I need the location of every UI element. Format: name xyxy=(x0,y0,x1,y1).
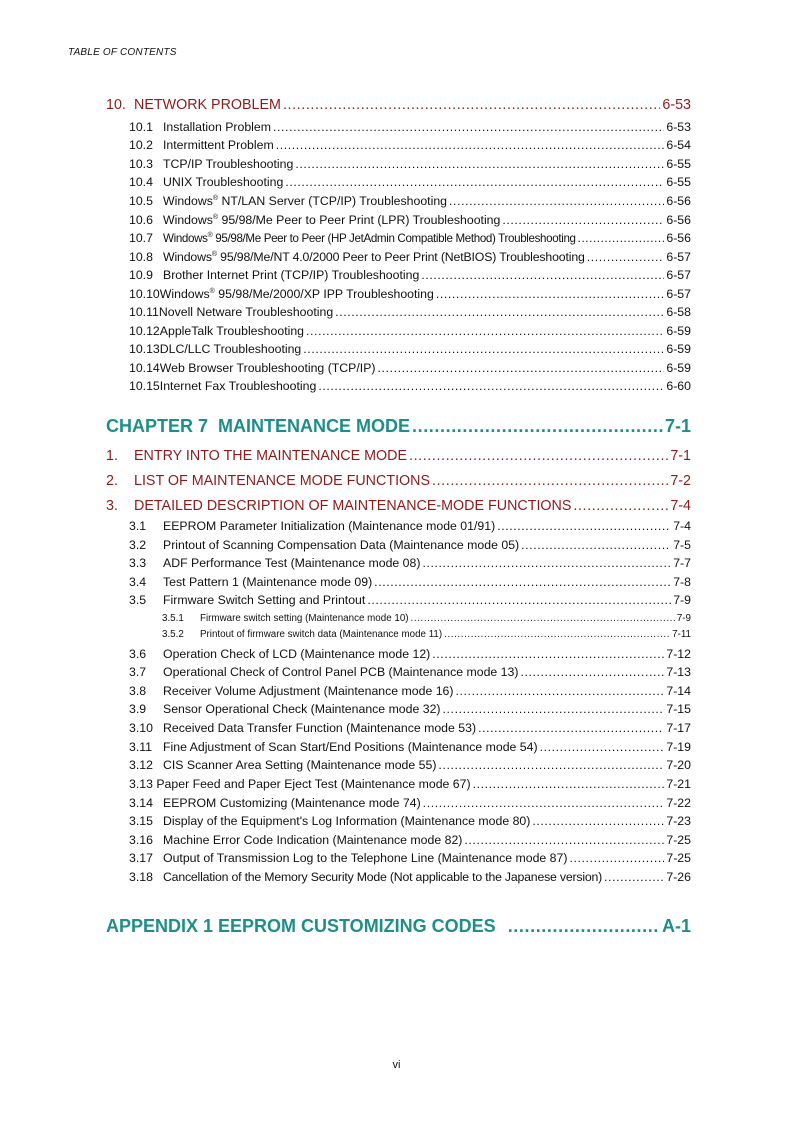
toc-entry-number: 3.16 xyxy=(129,833,153,847)
toc-entry-number: 10.9 xyxy=(129,268,153,282)
toc-entry-3-1[interactable] xyxy=(129,519,691,533)
dot-leader xyxy=(443,702,665,716)
dot-leader xyxy=(367,593,671,607)
toc-entry-number: 3.3 xyxy=(129,556,147,570)
dot-leader xyxy=(444,629,670,640)
dot-leader xyxy=(456,684,665,698)
toc-entry-page: 6-58 xyxy=(666,305,691,319)
dot-leader xyxy=(569,851,664,865)
toc-entry-number: 3.18 xyxy=(129,870,153,884)
dot-leader xyxy=(578,232,665,245)
title-part: Windows xyxy=(163,232,208,245)
title-part: 95/98/Me Peer to Peer Print (LPR) Troubleshooting xyxy=(218,213,501,227)
toc-entry-3-6[interactable] xyxy=(129,647,691,661)
toc-entry-title: UNIX Troubleshooting xyxy=(163,175,284,189)
dot-leader xyxy=(303,342,664,356)
toc-entry-number: 3.15 xyxy=(129,814,153,828)
toc-entry-10-1[interactable] xyxy=(129,120,691,134)
title-part: 95/98/Me Peer to Peer (HP JetAdmin Compatible Method) Troubleshooting xyxy=(212,232,576,245)
toc-entry-number: 3.10 xyxy=(129,721,153,735)
page-number: vi xyxy=(392,1059,401,1071)
toc-entry-title: Received Data Transfer Function (Maintenance mode 53) xyxy=(163,721,477,735)
dot-leader xyxy=(497,519,671,533)
dot-leader xyxy=(335,305,664,319)
toc-entry-page: 6-55 xyxy=(666,175,691,189)
toc-entry-page: 6-59 xyxy=(666,342,691,356)
dot-leader xyxy=(432,473,668,489)
toc-entry-number: 3.7 xyxy=(129,665,147,679)
toc-entry-3-15[interactable] xyxy=(129,814,691,828)
toc-chapter-7[interactable] xyxy=(106,416,691,437)
toc-entry-title: Firmware Switch Setting and Printout xyxy=(163,593,366,607)
toc-entry-number: 10.6 xyxy=(129,213,153,227)
toc-entry-title: Fine Adjustment of Scan Start/End Positions (Maintenance mode 54) xyxy=(163,740,538,754)
toc-entry-number: 10.3 xyxy=(129,157,153,171)
toc-entry-number: 10.7 xyxy=(129,231,153,245)
toc-entry-10-6[interactable] xyxy=(129,213,691,227)
dot-leader xyxy=(520,665,664,679)
toc-entry-number: 3.17 xyxy=(129,851,153,865)
toc-entry-title: 10.14Web Browser Troubleshooting (TCP/IP) xyxy=(129,361,376,375)
dot-leader xyxy=(306,324,664,338)
dot-leader xyxy=(502,213,664,227)
toc-entry-3[interactable] xyxy=(106,498,691,514)
chapter-number: CHAPTER 7 xyxy=(106,416,209,436)
toc-entry-title xyxy=(163,232,576,245)
toc-entry-number: 2. xyxy=(106,473,118,489)
toc-entry-page: 6-55 xyxy=(666,157,691,171)
toc-entry-title: ADF Performance Test (Maintenance mode 08) xyxy=(163,556,421,570)
dot-leader xyxy=(411,613,675,624)
dot-leader xyxy=(409,448,668,464)
toc-entry-page: 7-23 xyxy=(666,814,691,828)
toc-entry-page: 7-14 xyxy=(666,684,691,698)
toc-entry-3-17[interactable] xyxy=(129,851,691,865)
toc-entry-page: 7-25 xyxy=(666,833,691,847)
dot-leader xyxy=(532,814,664,828)
toc-entry-page: 7-1 xyxy=(670,448,691,464)
toc-entry-page: 7-25 xyxy=(666,851,691,865)
toc-entry-page: 7-4 xyxy=(670,498,691,514)
dot-leader xyxy=(540,740,665,754)
toc-entry-page: 6-59 xyxy=(666,361,691,375)
toc-entry-title: LIST OF MAINTENANCE MODE FUNCTIONS xyxy=(134,473,431,489)
dot-leader xyxy=(432,647,664,661)
toc-entry-page: 6-57 xyxy=(666,287,691,301)
title-part: 95/98/Me/NT 4.0/2000 Peer to Peer Print (NetBIOS) Troubleshooting xyxy=(216,250,585,264)
title-part: Windows xyxy=(163,250,212,264)
toc-entry-title: Cancellation of the Memory Security Mode (Not applicable to the Japanese version) xyxy=(163,870,603,884)
toc-entry-3-9[interactable] xyxy=(129,702,691,716)
toc-entry-title: Operational Check of Control Panel PCB (Maintenance mode 13) xyxy=(163,665,519,679)
registered-mark: ® xyxy=(209,288,215,295)
toc-entry-title: Operation Check of LCD (Maintenance mode 12) xyxy=(163,647,431,661)
dot-leader xyxy=(587,250,665,264)
registered-mark: ® xyxy=(212,195,219,202)
toc-entry-10-13[interactable] xyxy=(129,342,691,356)
toc-entry-title: ENTRY INTO THE MAINTENANCE MODE xyxy=(134,448,408,464)
toc-entry-10-3[interactable] xyxy=(129,157,691,171)
dot-leader xyxy=(436,287,665,301)
chapter-title: MAINTENANCE MODE xyxy=(218,416,410,436)
toc-entry-1[interactable] xyxy=(106,448,691,464)
toc-entry-3-2[interactable] xyxy=(129,538,691,552)
toc-entry-page: 6-56 xyxy=(666,213,691,227)
toc-entry-page: 7-2 xyxy=(670,473,691,489)
toc-entry-page: 6-54 xyxy=(666,138,691,152)
toc-entry-page: 6-53 xyxy=(662,97,691,113)
toc-entry-page: 7-8 xyxy=(673,575,691,589)
toc-entry-10-15[interactable] xyxy=(129,379,691,393)
toc-entry-3-5-1[interactable] xyxy=(162,613,691,624)
toc-entry-10-11[interactable] xyxy=(129,305,691,319)
toc-entry-page: 6-60 xyxy=(666,379,691,393)
toc-entry-page: 6-56 xyxy=(666,231,691,245)
toc-entry-title: Printout of firmware switch data (Maintenance mode 11) xyxy=(200,629,443,640)
toc-entry-3-11[interactable] xyxy=(129,740,691,754)
dot-leader xyxy=(573,498,668,514)
toc-entry-number: 3.9 xyxy=(129,702,147,716)
dot-leader xyxy=(421,268,664,282)
toc-entry-title: DETAILED DESCRIPTION OF MAINTENANCE-MODE FUNCTIONS xyxy=(134,498,572,514)
dot-leader xyxy=(478,721,664,735)
toc-entry-title: Installation Problem xyxy=(163,120,271,134)
dot-leader xyxy=(423,796,665,810)
toc-entry-page: 7-11 xyxy=(672,629,691,640)
toc-entry-title: TCP/IP Troubleshooting xyxy=(163,157,294,171)
toc-entry-page: 7-21 xyxy=(666,777,691,791)
toc-entry-page: 6-53 xyxy=(666,120,691,134)
toc-entry-number: 10.1 xyxy=(129,120,153,134)
toc-entry-10[interactable] xyxy=(106,97,691,113)
toc-entry-page: 7-4 xyxy=(673,519,691,533)
running-header: TABLE OF CONTENTS xyxy=(68,47,177,58)
dot-leader xyxy=(449,194,664,208)
dot-leader xyxy=(412,416,663,437)
toc-entry-page: 7-15 xyxy=(666,702,691,716)
toc-entry-10-9[interactable] xyxy=(129,268,691,282)
toc-entry-number: 10.8 xyxy=(129,250,153,264)
toc-entry-number: 3.2 xyxy=(129,538,147,552)
toc-entry-3-5-2[interactable] xyxy=(162,629,691,640)
title-part: 10.10Windows xyxy=(129,287,210,301)
toc-entry-title: Brother Internet Print (TCP/IP) Troubleshooting xyxy=(163,268,420,282)
dot-leader xyxy=(508,916,660,937)
toc-entry-title: 10.11Novell Netware Troubleshooting xyxy=(129,305,334,319)
toc-entry-number: 3.12 xyxy=(129,758,153,772)
dot-leader xyxy=(464,833,664,847)
toc-entry-10-14[interactable] xyxy=(129,361,691,375)
toc-entry-title: 10.13DLC/LLC Troubleshooting xyxy=(129,342,302,356)
toc-entry-title: Test Pattern 1 (Maintenance mode 09) xyxy=(163,575,373,589)
toc-entry-page: 7-26 xyxy=(666,870,691,884)
toc-entry-page: 6-57 xyxy=(666,268,691,282)
dot-leader xyxy=(521,538,671,552)
appendix-title: EEPROM CUSTOMIZING CODES xyxy=(218,916,496,936)
toc-entry-10-7[interactable] xyxy=(129,231,691,245)
toc-entry-number: 3. xyxy=(106,498,118,514)
toc-entry-title: 10.12AppleTalk Troubleshooting xyxy=(129,324,305,338)
toc-entry-title xyxy=(163,194,447,208)
toc-entry-number: 3.14 xyxy=(129,796,153,810)
toc-entry-3-3[interactable] xyxy=(129,556,691,570)
toc-entry-page: 7-7 xyxy=(673,556,691,570)
toc-entry-page: 7-9 xyxy=(673,593,691,607)
registered-mark: ® xyxy=(212,214,219,221)
toc-entry-number: 3.1 xyxy=(129,519,147,533)
toc-entry-10-2[interactable] xyxy=(129,138,691,152)
toc-entry-title: EEPROM Parameter Initialization (Maintenance mode 01/91) xyxy=(163,519,496,533)
toc-entry-title: Output of Transmission Log to the Telephone Line (Maintenance mode 87) xyxy=(163,851,568,865)
toc-entry-number: 3.5.2 xyxy=(162,629,184,640)
title-part: Windows xyxy=(163,213,213,227)
toc-entry-number: 1. xyxy=(106,448,118,464)
toc-entry-page: 6-59 xyxy=(666,324,691,338)
toc-entry-title xyxy=(129,287,434,301)
toc-entry-10-8[interactable] xyxy=(129,250,691,264)
toc-entry-3-18[interactable] xyxy=(129,870,691,884)
toc-entry-number: 3.5 xyxy=(129,593,147,607)
toc-entry-title: EEPROM Customizing (Maintenance mode 74) xyxy=(163,796,421,810)
title-part: Windows xyxy=(163,194,213,208)
dot-leader xyxy=(273,120,664,134)
dot-leader xyxy=(438,758,664,772)
toc-entry-3-5[interactable] xyxy=(129,593,691,607)
toc-entry-title: CIS Scanner Area Setting (Maintenance mode 55) xyxy=(163,758,437,772)
toc-entry-number: 10.2 xyxy=(129,138,153,152)
dot-leader xyxy=(285,175,664,189)
toc-entry-title: Firmware switch setting (Maintenance mode 10) xyxy=(200,613,409,624)
chapter-page: 7-1 xyxy=(664,416,691,436)
toc-entry-10-4[interactable] xyxy=(129,175,691,189)
toc-entry-title: 3.13 Paper Feed and Paper Eject Test (Maintenance mode 67) xyxy=(129,777,471,791)
appendix-page: A-1 xyxy=(661,916,691,936)
toc-entry-title xyxy=(163,250,585,264)
toc-entry-title: Machine Error Code Indication (Maintenance mode 82) xyxy=(163,833,463,847)
toc-entry-10-12[interactable] xyxy=(129,324,691,338)
toc-entry-number: 3.4 xyxy=(129,575,147,589)
toc-entry-title: 10.15Internet Fax Troubleshooting xyxy=(129,379,317,393)
dot-leader xyxy=(378,361,665,375)
toc-entry-page: 7-17 xyxy=(666,721,691,735)
toc-entry-title: Sensor Operational Check (Maintenance mode 32) xyxy=(163,702,441,716)
toc-entry-page: 7-12 xyxy=(666,647,691,661)
toc-entry-number: 10.5 xyxy=(129,194,153,208)
toc-entry-page: 7-20 xyxy=(666,758,691,772)
dot-leader xyxy=(473,777,665,791)
title-part: 95/98/Me/2000/XP IPP Troubleshooting xyxy=(214,287,434,301)
toc-entry-page: 6-56 xyxy=(666,194,691,208)
toc-entry-title: Display of the Equipment's Log Information (Maintenance mode 80) xyxy=(163,814,531,828)
toc-entry-3-8[interactable] xyxy=(129,684,691,698)
toc-entry-number: 3.5.1 xyxy=(162,613,184,624)
toc-entry-page: 7-9 xyxy=(676,613,691,624)
toc-entry-number: 10.4 xyxy=(129,175,153,189)
dot-leader xyxy=(283,97,660,113)
toc-entry-page: 6-57 xyxy=(666,250,691,264)
dot-leader xyxy=(295,157,664,171)
title-part: NT/LAN Server (TCP/IP) Troubleshooting xyxy=(218,194,448,208)
toc-entry-number: 10. xyxy=(106,97,126,113)
toc-entry-3-7[interactable] xyxy=(129,665,691,679)
toc-entry-3-16[interactable] xyxy=(129,833,691,847)
toc-entry-number: 3.6 xyxy=(129,647,147,661)
registered-mark: ® xyxy=(207,232,213,239)
toc-entry-title: Receiver Volume Adjustment (Maintenance mode 16) xyxy=(163,684,454,698)
dot-leader xyxy=(318,379,664,393)
toc-entry-number: 3.11 xyxy=(129,740,153,754)
toc-entry-3-12[interactable] xyxy=(129,758,691,772)
dot-leader xyxy=(276,138,665,152)
toc-entry-3-10[interactable] xyxy=(129,721,691,735)
toc-entry-number: 3.8 xyxy=(129,684,147,698)
appendix-number: APPENDIX 1 xyxy=(106,916,214,936)
toc-entry-3-13[interactable] xyxy=(129,777,691,791)
toc-entry-page: 7-5 xyxy=(673,538,691,552)
toc-entry-title: NETWORK PROBLEM xyxy=(134,97,281,113)
toc-appendix-1[interactable] xyxy=(106,916,691,937)
toc-entry-page: 7-22 xyxy=(666,796,691,810)
toc-entry-3-14[interactable] xyxy=(129,796,691,810)
toc-entry-2[interactable] xyxy=(106,473,691,489)
dot-leader xyxy=(422,556,671,570)
toc-entry-10-10[interactable] xyxy=(129,287,691,301)
toc-entry-3-4[interactable] xyxy=(129,575,691,589)
toc-entry-10-5[interactable] xyxy=(129,194,691,208)
registered-mark: ® xyxy=(211,251,217,258)
toc-entry-page: 7-13 xyxy=(666,665,691,679)
toc-entry-title xyxy=(163,213,500,227)
dot-leader xyxy=(374,575,671,589)
toc-entry-title: Printout of Scanning Compensation Data (Maintenance mode 05) xyxy=(163,538,520,552)
toc-entry-title: Intermittent Problem xyxy=(163,138,274,152)
toc-entry-page: 7-19 xyxy=(666,740,691,754)
dot-leader xyxy=(604,870,664,884)
